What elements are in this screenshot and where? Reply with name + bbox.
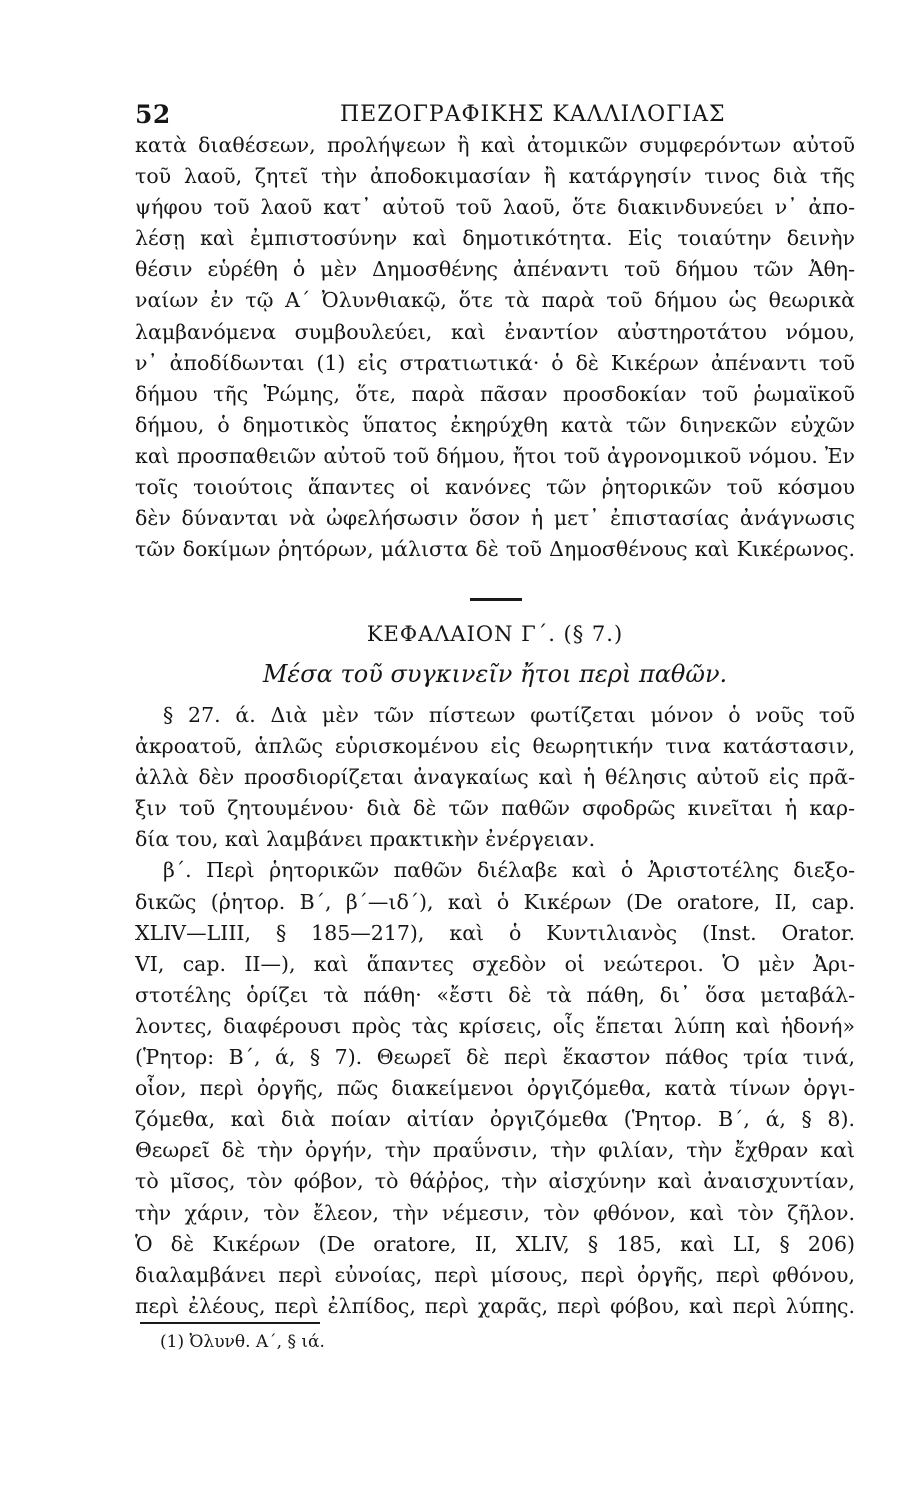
paragraph-section-27 — [135, 700, 855, 1322]
text-line: τὸ μῖσος, τὸν φόβον, τὸ θάῤῥος, τὴν αἰσχύνην καὶ ἀναισχυντίαν, — [135, 1169, 855, 1194]
text-line: στοτέλης ὁρίζει τὰ πάθη· «ἔστι δὲ τὰ πάθη, δι᾿ ὅσα μεταβάλ- — [135, 982, 855, 1007]
text-line: ζόμεθα, καὶ διὰ ποίαν αἰτίαν ὀργιζόμεθα (Ῥητορ. Β΄, ά, § 8). — [135, 1107, 855, 1132]
text-line: θέσιν εὑρέθη ὁ μὲν Δημοσθένης ἀπέναντι τοῦ δήμου τῶν Ἀθη- — [135, 257, 855, 282]
page-number: 52 — [135, 100, 171, 129]
text-line: (Ῥητορ: Β΄, ά, § 7). Θεωρεῖ δὲ περὶ ἕκαστον πάθος τρία τινά, — [135, 1045, 855, 1070]
text-line: τὴν χάριν, τὸν ἔλεον, τὴν νέμεσιν, τὸν φθόνον, καὶ τὸν ζῆλον. — [135, 1200, 855, 1225]
section-divider — [470, 598, 522, 601]
text-line: δὲν δύνανται νὰ ὠφελήσωσιν ὅσον ἡ μετ᾿ ἐπιστασίας ἀνάγνωσις — [135, 506, 855, 531]
text-line: περὶ ἐλέους, περὶ ἐλπίδος, περὶ χαρᾶς, περὶ φόβου, καὶ περὶ λύπης. — [135, 1293, 855, 1318]
text-line: λαμβανόμενα συμβουλεύει, καὶ ἐναντίον αὐστηροτάτου νόμου, — [135, 319, 855, 344]
text-line: λέσῃ καὶ ἐμπιστοσύνην καὶ δημοτικότητα. Εἰς τοιαύτην δεινὴν — [135, 226, 855, 251]
running-title: ΠΕΖΟΓΡΑΦΙΚΗΣ ΚΑΛΛΙΛΟΓΙΑΣ — [340, 102, 726, 127]
text-line: Ὁ δὲ Κικέρων (De oratore, II, XLIV, § 185, καὶ LI, § 206) — [135, 1231, 855, 1256]
text-line: ἀκροατοῦ, ἁπλῶς εὑρισκομένου εἰς θεωρητικήν τινα κατάστασιν, — [135, 734, 855, 759]
text-line: τοῖς τοιούτοις ἅπαντες οἱ κανόνες τῶν ῥητορικῶν τοῦ κόσμου — [135, 475, 855, 500]
text-line: τῶν δοκίμων ῥητόρων, μάλιστα δὲ τοῦ Δημοσθένους καὶ Κικέρωνος. — [135, 537, 855, 562]
footnote-rule — [140, 1322, 320, 1324]
text-line: καὶ προσπαθειῶν αὐτοῦ τοῦ δήμου, ἤτοι τοῦ ἀγρονομικοῦ νόμου. Ἐν — [135, 443, 855, 468]
text-line: ψήφου τοῦ λαοῦ κατ᾿ αὐτοῦ τοῦ λαοῦ, ὅτε διακινδυνεύει ν᾿ ἀπο- — [135, 195, 855, 220]
text-line: δήμου, ὁ δημοτικὸς ὕπατος ἐκηρύχθη κατὰ τῶν διηνεκῶν εὐχῶν — [135, 412, 855, 437]
text-line: ναίων ἐν τῷ Α΄ Ὀλυνθιακῷ, ὅτε τὰ παρὰ τοῦ δήμου ὡς θεωρικὰ — [135, 288, 855, 313]
footnote: (1) Ὀλυνθ. Α΄, § ιά. — [160, 1332, 325, 1352]
text-line: ξιν τοῦ ζητουμένου· διὰ δὲ τῶν παθῶν σφοδρῶς κινεῖται ἡ καρ- — [135, 796, 855, 821]
text-line: ἀλλὰ δὲν προσδιορίζεται ἀναγκαίως καὶ ἡ θέλησις αὐτοῦ εἰς πρᾶ- — [135, 765, 855, 790]
text-line: XLIV—LIII, § 185—217), καὶ ὁ Κυντιλιανὸς (Inst. Orator. — [135, 920, 855, 945]
chapter-heading: ΚΕΦΑΛΑΙΟΝ Γ΄. (§ 7.) — [366, 622, 624, 646]
text-line: κατὰ διαθέσεων, προλήψεων ἢ καὶ ἀτομικῶν συμφερόντων αὐτοῦ — [135, 133, 855, 157]
text-line: λοντες, διαφέρουσι πρὸς τὰς κρίσεις, οἷς ἕπεται λύπη καὶ ἡδονή» — [135, 1013, 855, 1038]
text-line: VI, cap. II—), καὶ ἅπαντες σχεδὸν οἱ νεώτεροι. Ὁ μὲν Ἀρι- — [135, 951, 855, 976]
text-line: δία του, καὶ λαμβάνει πρακτικὴν ἐνέργειαν. — [135, 827, 596, 852]
chapter-subtitle: Μέσα τοῦ συγκινεῖν ἤτοι περὶ παθῶν. — [262, 660, 728, 688]
paragraph-continuation — [135, 130, 855, 565]
text-line: οἷον, περὶ ὀργῆς, πῶς διακείμενοι ὀργιζόμεθα, κατὰ τίνων ὀργι- — [135, 1076, 855, 1101]
text-line: διαλαμβάνει περὶ εὐνοίας, περὶ μίσους, περὶ ὀργῆς, περὶ φθόνου, — [135, 1262, 855, 1287]
text-line: τοῦ λαοῦ, ζητεῖ τὴν ἀποδοκιμασίαν ἢ κατάργησίν τινος διὰ τῆς — [135, 164, 855, 189]
text-line: Θεωρεῖ δὲ τὴν ὀργήν, τὴν πραΰνσιν, τὴν φιλίαν, τὴν ἔχθραν καὶ — [135, 1138, 855, 1163]
text-line: § 27. ά. Διὰ μὲν τῶν πίστεων φωτίζεται μόνον ὁ νοῦς τοῦ — [163, 703, 855, 727]
text-line: β΄. Περὶ ῥητορικῶν παθῶν διέλαβε καὶ ὁ Ἀριστοτέλης διεξο- — [163, 858, 855, 883]
text-line: δικῶς (ῥητορ. Β΄, β΄—ιδ΄), καὶ ὁ Κικέρων (De oratore, II, cap. — [135, 889, 855, 914]
text-line: δήμου τῆς Ῥώμης, ὅτε, παρὰ πᾶσαν προσδοκίαν τοῦ ῥωμαϊκοῦ — [135, 381, 855, 406]
text-line: ν᾿ ἀποδίδωνται (1) εἰς στρατιωτικά· ὁ δὲ Κικέρων ἀπέναντι τοῦ — [135, 350, 855, 375]
